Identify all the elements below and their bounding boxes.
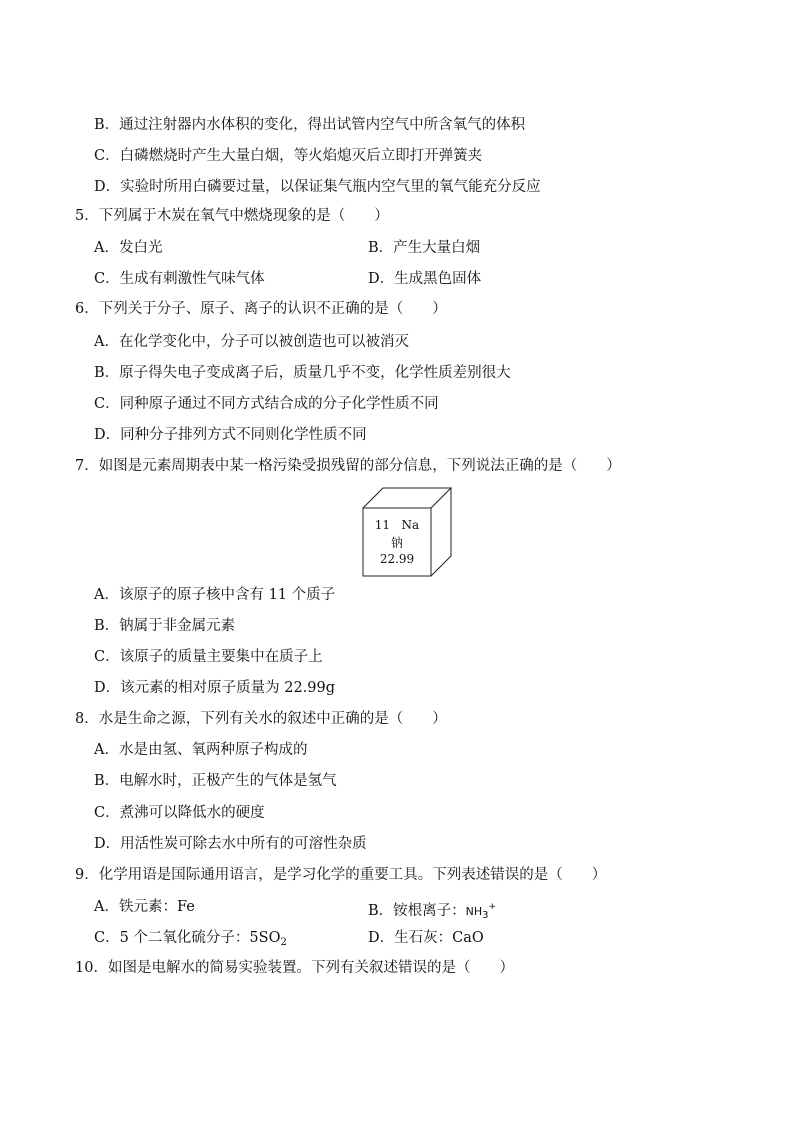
ammonium-formula-base: NH [465,905,483,918]
q9-option-b [368,897,496,926]
q5-stem: 5．下列属于木炭在氧气中燃烧现象的是（ ） [75,208,389,224]
q8-option-a: A．水是由氢、氧两种原子构成的 [94,742,308,758]
q6-stem: 6．下列关于分子、原子、离子的认识不正确的是（ ） [75,301,447,317]
q8-option-c: C．煮沸可以降低水的硬度 [94,805,265,821]
q8-option-b: B．电解水时，正极产生的气体是氢气 [94,773,337,789]
q5-option-a: A．发白光 [94,240,163,256]
so2-subscript: 2 [280,937,287,948]
ammonium-formula [465,902,497,921]
q4-option-d: D．实验时所用白磷要过量，以保证集气瓶内空气里的氧气能充分反应 [94,179,541,195]
element-atomic-mass: 22.99 [379,552,415,566]
q9-stem: 9．化学用语是国际通用语言，是学习化学的重要工具。下列表述错误的是（ ） [75,867,607,883]
ammonium-charge: + [488,902,497,912]
q6-option-c: C．同种原子通过不同方式结合成的分子化学性质不同 [94,396,439,412]
element-atomic-number: 11 [374,518,391,532]
q7-option-c: C．该原子的质量主要集中在质子上 [94,649,323,665]
q7-stem: 7．如图是元素周期表中某一格污染受损残留的部分信息，下列说法正确的是（ ） [75,458,621,474]
q6-option-a: A．在化学变化中，分子可以被创造也可以被消灭 [94,334,409,350]
q8-stem: 8．水是生命之源，下列有关水的叙述中正确的是（ ） [75,711,447,727]
q5-option-c: C．生成有刺激性气味气体 [94,271,265,287]
q8-option-d: D．用活性炭可除去水中所有的可溶性杂质 [94,836,367,852]
q7-option-b: B．钠属于非金属元素 [94,618,236,634]
q4-option-b: B．通过注射器内水体积的变化，得出试管内空气中所含氧气的体积 [94,117,526,133]
q7-option-a: A．该原子的原子核中含有 11 个质子 [94,587,336,603]
q9-option-d: D．生石灰：CaO [368,930,484,946]
q9-option-c-label: C．5 个二氧化硫分子：5SO [94,930,281,946]
q6-option-b: B．原子得失电子变成离子后，质量几乎不变，化学性质差别很大 [94,365,511,381]
periodic-table-cell-figure [362,487,452,577]
element-number-symbol-row [368,517,426,533]
q10-stem: 10．如图是电解水的简易实验装置。下列有关叙述错误的是（ ） [75,960,514,976]
q9-option-a: A．铁元素：Fe [94,899,195,915]
q7-option-d: D．该元素的相对原子质量为 22.99g [94,680,336,696]
q5-option-d: D．生成黑色固体 [368,271,482,287]
q5-option-b: B．产生大量白烟 [368,240,481,256]
ammonium-subscript: 3 [482,910,489,921]
q9-option-c [94,928,287,953]
q9-option-b-label: B．铵根离子： [368,903,466,919]
element-name: 钠 [390,536,403,550]
q4-option-c: C．白磷燃烧时产生大量白烟，等火焰熄灭后立即打开弹簧夹 [94,148,483,164]
element-symbol: Na [401,518,420,532]
q6-option-d: D．同种分子排列方式不同则化学性质不同 [94,427,367,443]
